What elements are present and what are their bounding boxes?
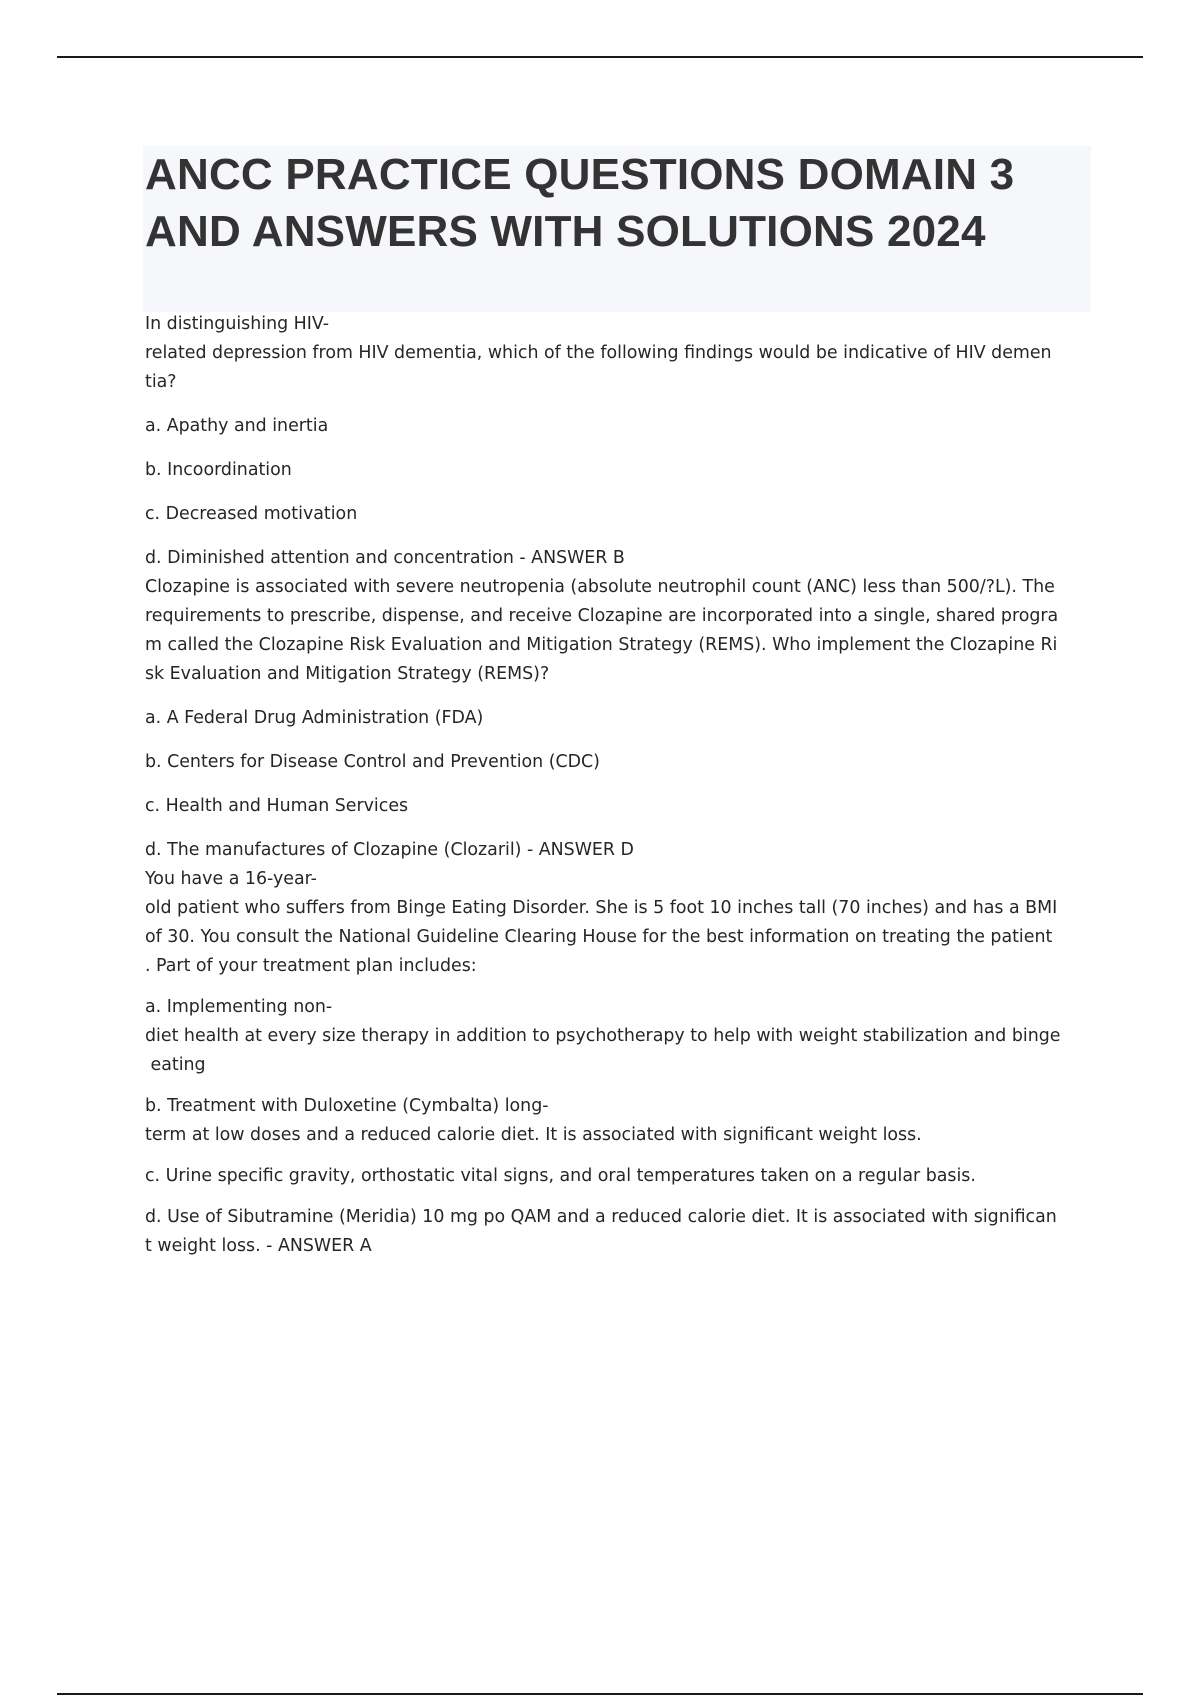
stem-line: m called the Clozapine Risk Evaluation and Mitigation Strategy (REMS). Who implement the Clozapine Ri bbox=[145, 635, 1058, 655]
stem-line: You have a 16-year- bbox=[145, 869, 317, 889]
option-line: d. Diminished attention and concentration - ANSWER B bbox=[145, 548, 625, 568]
option-line: d. The manufactures of Clozapine (Clozaril) - ANSWER D bbox=[145, 840, 634, 860]
question-1-option-c bbox=[145, 500, 1090, 529]
question-2-stem bbox=[145, 573, 1090, 689]
stem-line: . Part of your treatment plan includes: bbox=[145, 956, 477, 976]
question-3-option-c bbox=[145, 1162, 1090, 1191]
question-1-option-a bbox=[145, 412, 1090, 441]
question-3-option-a bbox=[145, 993, 1090, 1080]
question-3-stem bbox=[145, 865, 1090, 981]
option-line: a. Implementing non- bbox=[145, 997, 333, 1017]
option-line: b. Centers for Disease Control and Prevention (CDC) bbox=[145, 752, 600, 772]
option-line: d. Use of Sibutramine (Meridia) 10 mg po QAM and a reduced calorie diet. It is associated with significan bbox=[145, 1207, 1057, 1227]
question-2-option-c bbox=[145, 792, 1090, 821]
option-line: c. Decreased motivation bbox=[145, 504, 358, 524]
option-line: term at low doses and a reduced calorie diet. It is associated with significant weight loss. bbox=[145, 1125, 922, 1145]
question-1-option-d bbox=[145, 544, 1090, 573]
stem-line: requirements to prescribe, dispense, and receive Clozapine are incorporated into a single, shared progra bbox=[145, 606, 1059, 626]
question-1-option-b bbox=[145, 456, 1090, 485]
question-1 bbox=[145, 310, 1090, 573]
stem-line: tia? bbox=[145, 372, 177, 392]
question-2-option-d bbox=[145, 836, 1090, 865]
question-2-option-a bbox=[145, 704, 1090, 733]
option-line: b. Incoordination bbox=[145, 460, 292, 480]
stem-line: old patient who suffers from Binge Eating Disorder. She is 5 foot 10 inches tall (70 inches) and has a BMI bbox=[145, 898, 1058, 918]
option-line: a. Apathy and inertia bbox=[145, 416, 329, 436]
document-title: ANCC PRACTICE QUESTIONS DOMAIN 3 AND ANSWERS WITH SOLUTIONS 2024 bbox=[145, 150, 1015, 256]
option-line: c. Health and Human Services bbox=[145, 796, 409, 816]
stem-line: of 30. You consult the National Guideline Clearing House for the best information on treating the patient bbox=[145, 927, 1053, 947]
stem-line: In distinguishing HIV- bbox=[145, 314, 330, 334]
question-2-option-b bbox=[145, 748, 1090, 777]
header-rule bbox=[57, 56, 1143, 58]
question-3-option-d bbox=[145, 1203, 1090, 1261]
option-line: eating bbox=[145, 1055, 206, 1075]
stem-line: sk Evaluation and Mitigation Strategy (REMS)? bbox=[145, 664, 550, 684]
option-line: t weight loss. - ANSWER A bbox=[145, 1236, 372, 1256]
option-line: a. A Federal Drug Administration (FDA) bbox=[145, 708, 484, 728]
option-line: b. Treatment with Duloxetine (Cymbalta) long- bbox=[145, 1096, 549, 1116]
stem-line: related depression from HIV dementia, which of the following findings would be indicative of HIV demen bbox=[145, 343, 1052, 363]
option-line: c. Urine specific gravity, orthostatic vital signs, and oral temperatures taken on a regular basis. bbox=[145, 1166, 976, 1186]
questions-body bbox=[145, 310, 1090, 1261]
option-line: diet health at every size therapy in addition to psychotherapy to help with weight stabilization and binge bbox=[145, 1026, 1061, 1046]
question-3-option-b bbox=[145, 1092, 1090, 1150]
footer-rule bbox=[57, 1693, 1143, 1695]
question-1-stem bbox=[145, 310, 1090, 397]
stem-line: Clozapine is associated with severe neutropenia (absolute neutrophil count (ANC) less than 500/?L). The bbox=[145, 577, 1055, 597]
question-3 bbox=[145, 865, 1090, 1261]
question-2 bbox=[145, 573, 1090, 865]
